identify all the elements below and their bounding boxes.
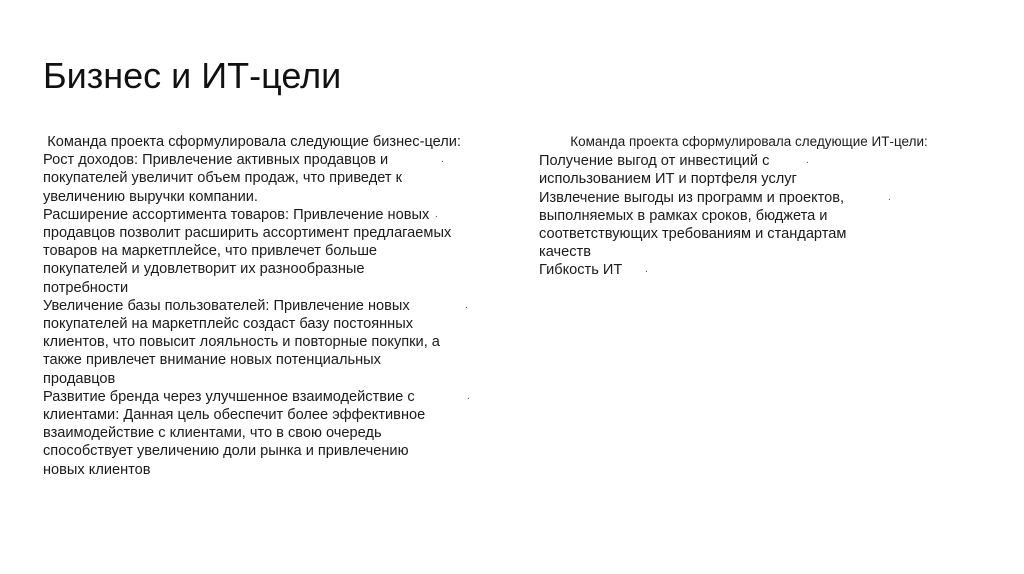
it-goals-intro: Команда проекта сформулировала следующие ИТ-цели: (570, 134, 928, 149)
business-goal-item (43, 151, 453, 206)
business-goal-text: Рост доходов: Привлечение активных продавцов и покупателей увеличит объем продаж, что приведет к увеличению выручки компании. (43, 152, 402, 205)
it-goal-text: Гибкость ИТ (539, 262, 623, 279)
it-goal-item (539, 152, 879, 188)
business-goals-column (43, 133, 470, 479)
it-goal-item (539, 189, 891, 262)
business-goal-item (43, 206, 453, 297)
slide-title: Бизнес и ИТ-цели (43, 55, 342, 96)
bullet-dot-icon: . (467, 390, 470, 402)
it-goal-item (539, 261, 879, 279)
business-goal-text: Расширение ассортимента товаров: Привлечение новых продавцов позволит расширить ассортимент предлагаемых товаров на маркетплейсе, что привлечет больше покупателей и удовлетворит их разнообразные потребности (43, 206, 452, 296)
business-goal-text: Развитие бренда через улучшенное взаимодействие с клиентами: Данная цель обеспечит более эффективное взаимодействие с клиентами, что в свою очередь способствует увеличению доли рынка и привлечению новых клиентов (43, 388, 426, 478)
bullet-dot-icon: . (888, 191, 891, 203)
business-goal-text: Увеличение базы пользователей: Привлечение новых покупателей на маркетплейс создаст базу постоянных клиентов, что повысит лояльность и повторные покупки, а также привлечет внимание новых потенциальных продавцов (43, 297, 440, 387)
it-goal-text: Получение выгод от инвестиций с использованием ИТ и портфеля услуг (539, 153, 797, 188)
bullet-dot-icon: . (645, 264, 648, 276)
business-goals-intro: Команда проекта сформулировала следующие бизнес-цели: (47, 134, 461, 150)
it-goals-column (539, 133, 959, 280)
bullet-dot-icon: . (465, 299, 468, 311)
bullet-dot-icon: . (806, 155, 809, 167)
bullet-dot-icon: . (441, 154, 444, 166)
business-goal-item (43, 297, 468, 388)
it-goal-text: Извлечение выгоды из программ и проектов, выполняемых в рамках сроков, бюджета и соответствующих требованиям и стандартам качеств (539, 189, 847, 261)
business-goal-item (43, 388, 470, 479)
bullet-dot-icon: . (435, 208, 438, 220)
